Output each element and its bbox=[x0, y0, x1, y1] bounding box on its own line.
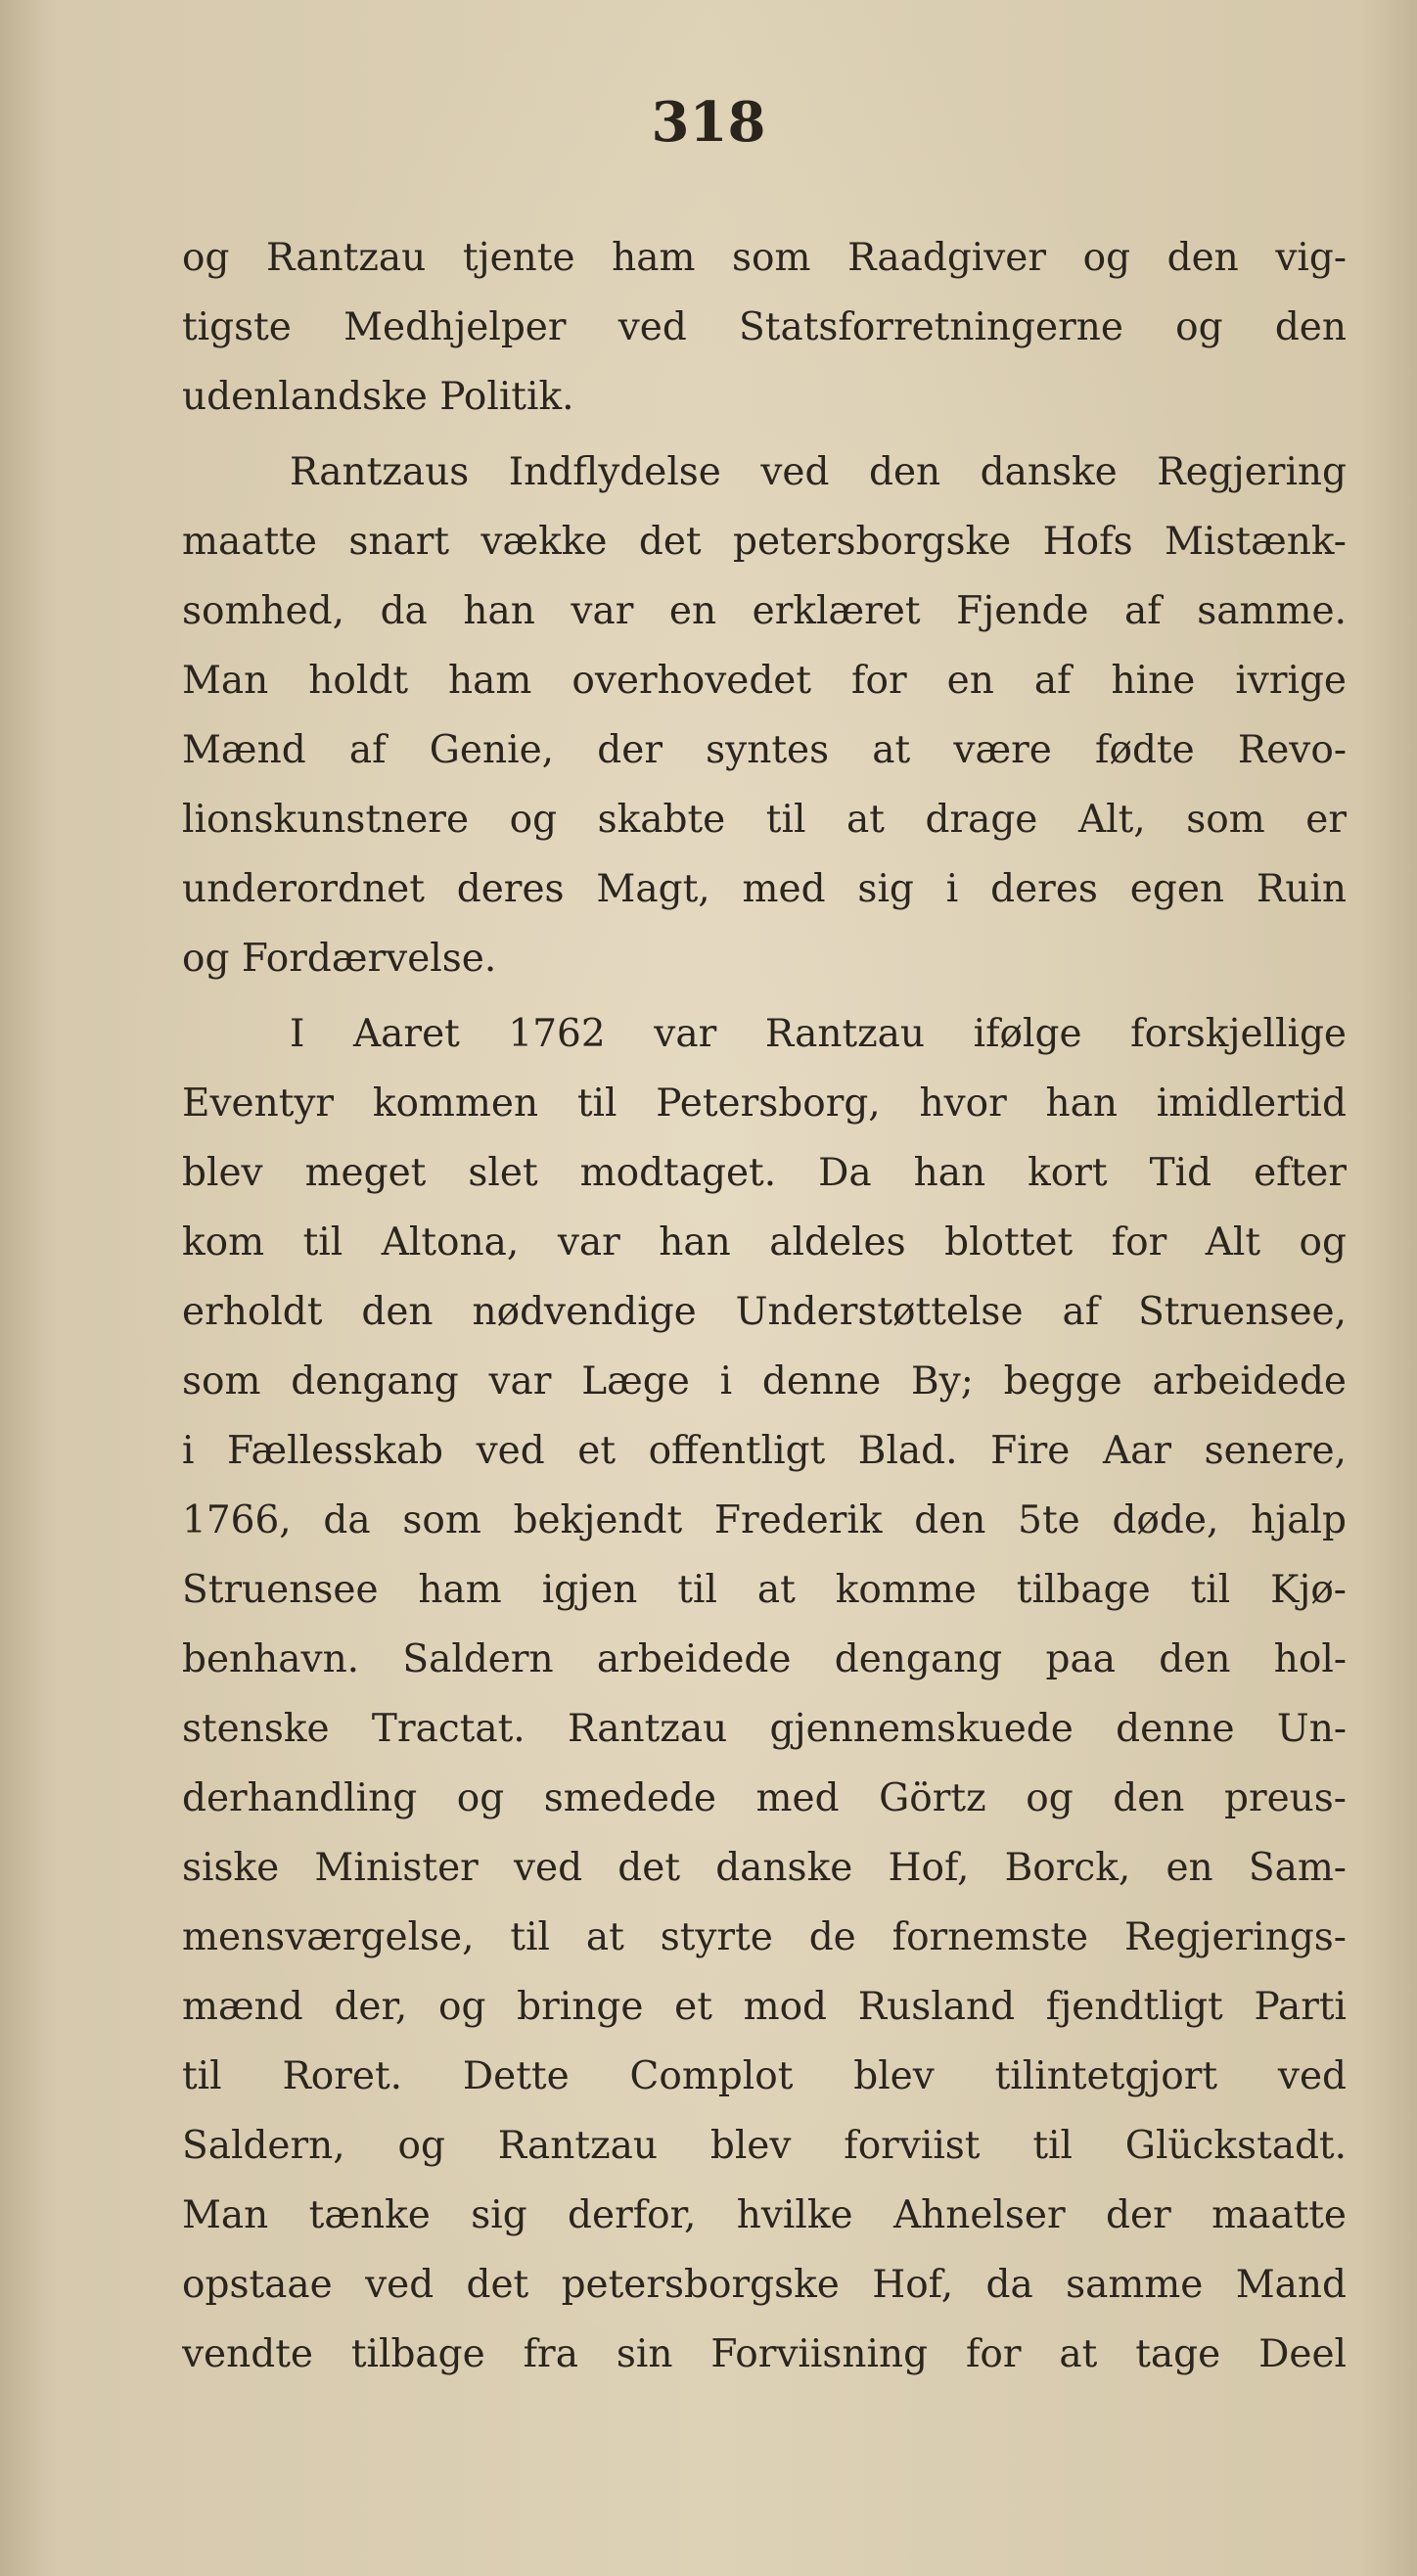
text-line: og Fordærvelse. bbox=[182, 937, 497, 981]
text-line: mensværgelse, til at styrte de fornemste Regjerings- bbox=[182, 1915, 1347, 1959]
text-line: maatte snart vække det petersborgske Hofs Mistænk- bbox=[182, 520, 1347, 564]
text-line: derhandling og smedede med Görtz og den preus- bbox=[182, 1776, 1347, 1820]
text-line: vendte tilbage fra sin Forviisning for at tage Deel bbox=[182, 2332, 1347, 2376]
text-line: Eventyr kommen til Petersborg, hvor han imidlertid bbox=[182, 1081, 1347, 1126]
text-line: Struensee ham igjen til at komme tilbage til Kjø- bbox=[182, 1568, 1347, 1612]
body-text bbox=[182, 223, 1347, 2389]
text-line: stenske Tractat. Rantzau gjennemskuede denne Un- bbox=[182, 1707, 1347, 1751]
text-line: tigste Medhjelper ved Statsforretningerne og den bbox=[182, 305, 1347, 349]
text-line: Rantzaus Indflydelse ved den danske Regjering bbox=[290, 450, 1347, 494]
text-line: som dengang var Læge i denne By; begge arbeidede bbox=[182, 1359, 1347, 1403]
text-line: kom til Altona, var han aldeles blottet for Alt og bbox=[182, 1220, 1347, 1265]
text-line: Man holdt ham overhovedet for en af hine ivrige bbox=[182, 659, 1347, 703]
text-line: I Aaret 1762 var Rantzau ifølge forskjellige bbox=[290, 1012, 1347, 1056]
text-line: erholdt den nødvendige Understøttelse af Struensee, bbox=[182, 1290, 1347, 1334]
text-line: og Rantzau tjente ham som Raadgiver og den vig- bbox=[182, 236, 1347, 280]
text-line: benhavn. Saldern arbeidede dengang paa den hol- bbox=[182, 1637, 1347, 1681]
text-line: i Fællesskab ved et offentligt Blad. Fire Aar senere, bbox=[182, 1429, 1347, 1473]
text-line: Saldern, og Rantzau blev forviist til Glückstadt. bbox=[182, 2124, 1347, 2168]
text-line: mænd der, og bringe et mod Rusland fjendtligt Parti bbox=[182, 1985, 1347, 2029]
text-line: 1766, da som bekjendt Frederik den 5te døde, hjalp bbox=[182, 1498, 1347, 1542]
text-line: lionskunstnere og skabte til at drage Alt, som er bbox=[182, 798, 1347, 842]
text-line: udenlandske Politik. bbox=[182, 375, 574, 419]
text-line: somhed, da han var en erklæret Fjende af samme. bbox=[182, 589, 1347, 633]
text-line: Mænd af Genie, der syntes at være fødte Revo- bbox=[182, 728, 1347, 772]
text-line: blev meget slet modtaget. Da han kort Tid efter bbox=[182, 1151, 1347, 1195]
text-line: opstaae ved det petersborgske Hof, da samme Mand bbox=[182, 2263, 1347, 2307]
page-number: 318 bbox=[651, 90, 766, 155]
text-line: til Roret. Dette Complot blev tilintetgjort ved bbox=[182, 2054, 1347, 2098]
text-line: underordnet deres Magt, med sig i deres egen Ruin bbox=[182, 867, 1347, 911]
text-line: Man tænke sig derfor, hvilke Ahnelser der maatte bbox=[182, 2193, 1347, 2237]
text-line: siske Minister ved det danske Hof, Borck, en Sam- bbox=[182, 1846, 1347, 1890]
